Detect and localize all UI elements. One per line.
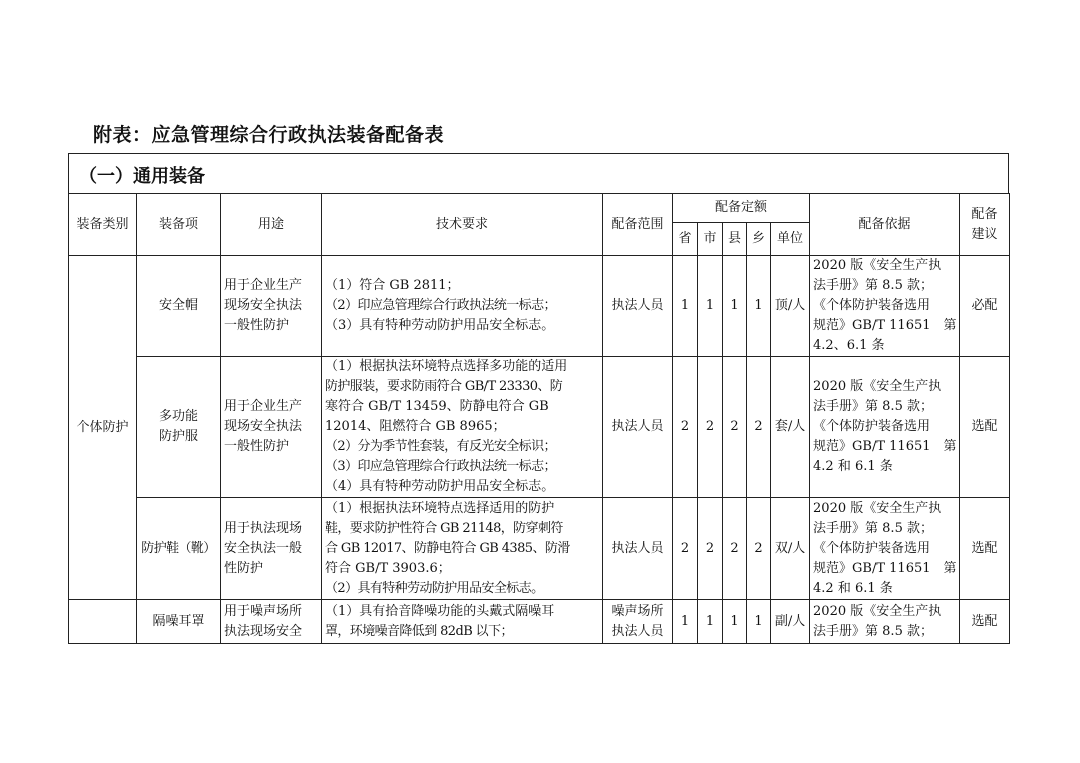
purpose-cell	[221, 600, 322, 644]
basis-cell	[810, 357, 960, 498]
basis-line: 法手册》第 8.5 款；	[813, 399, 933, 414]
item-cell	[137, 498, 221, 600]
township-quota: 1	[747, 256, 771, 357]
county-quota: 2	[723, 357, 747, 498]
basis-line: 法手册》第 8.5 款；	[813, 278, 933, 293]
header-advice-line: 建议	[971, 226, 998, 242]
scope-cell	[603, 498, 673, 600]
unit-cell: 副/人	[771, 600, 810, 644]
basis-cell	[810, 498, 960, 600]
tech-line: 鞋，要求防护性符合 GB 21148，防穿刺符	[325, 520, 563, 536]
advice-cell: 选配	[960, 357, 1010, 498]
county-quota: 2	[723, 498, 747, 600]
tech-line: （1）符合 GB 2811；	[325, 278, 460, 293]
scope-line: 执法人员	[611, 623, 664, 639]
purpose-line: 现场安全执法	[224, 298, 303, 313]
scope-cell	[603, 357, 673, 498]
scope-line: 噪声场所	[611, 603, 664, 619]
basis-line: 2020 版《安全生产执	[813, 258, 942, 273]
tech-line: 防护服装，要求防雨符合 GB/T 23330、防	[325, 379, 563, 394]
county-quota: 1	[723, 256, 747, 357]
township-quota: 2	[747, 498, 771, 600]
header-category: 装备类别	[69, 194, 137, 256]
header-purpose: 用途	[221, 194, 322, 256]
tech-cell	[322, 256, 603, 357]
tech-line: 12014、阻燃符合 GB 8965；	[325, 419, 506, 434]
basis-cell	[810, 256, 960, 357]
unit-cell: 双/人	[771, 498, 810, 600]
header-province: 省	[673, 223, 698, 256]
basis-line: 2020 版《安全生产执	[813, 603, 942, 619]
header-city: 市	[698, 223, 723, 256]
purpose-line: 安全执法一般	[224, 540, 303, 556]
advice-cell: 必配	[960, 256, 1010, 357]
tech-line: （1）具有拾音降噪功能的头戴式隔噪耳	[325, 603, 555, 619]
header-quota: 配备定额	[673, 194, 810, 223]
purpose-line: 用于执法现场	[224, 520, 303, 536]
purpose-line: 一般性防护	[224, 439, 290, 454]
basis-line: 《个体防护装备选用	[813, 298, 931, 313]
basis-line: 法手册》第 8.5 款；	[813, 623, 933, 639]
section-title: （一）通用装备	[79, 166, 205, 187]
basis-line: 《个体防护装备选用	[813, 540, 931, 556]
tech-line: （4）具有特种劳动防护用品安全标志。	[325, 479, 555, 494]
tech-cell	[322, 498, 603, 600]
tech-line: （1）根据执法环境特点选择适用的防护	[325, 500, 555, 516]
basis-line: 2020 版《安全生产执	[813, 379, 942, 394]
city-quota: 1	[698, 256, 723, 357]
basis-line: 4.2 和 6.1 条	[813, 580, 893, 596]
purpose-cell	[221, 256, 322, 357]
item-line: 防护服	[158, 429, 198, 444]
table-row	[69, 498, 1010, 600]
item-line: 安全帽	[158, 298, 198, 313]
category-cell-continued	[69, 600, 137, 644]
header-advice	[960, 194, 1010, 256]
unit-cell: 顶/人	[771, 256, 810, 357]
province-quota: 2	[673, 498, 698, 600]
equipment-table-frame	[68, 153, 1009, 641]
basis-line: 《个体防护装备选用	[813, 419, 931, 434]
equipment-table	[68, 193, 1010, 644]
purpose-line: 性防护	[224, 560, 264, 576]
header-unit: 单位	[771, 223, 810, 256]
advice-cell: 选配	[960, 600, 1010, 644]
tech-line: （3）印应急管理综合行政执法统一标志；	[325, 459, 556, 474]
tech-cell	[322, 600, 603, 644]
purpose-line: 现场安全执法	[224, 419, 303, 434]
scope-line: 执法人员	[611, 540, 664, 556]
scope-cell	[603, 600, 673, 644]
basis-line: 规范》GB/T 11651 第	[813, 560, 957, 576]
purpose-line: 用于企业生产	[224, 278, 303, 293]
basis-line: 4.2、6.1 条	[813, 338, 885, 353]
tech-line: （2）具有特种劳动防护用品安全标志。	[325, 580, 544, 596]
province-quota: 1	[673, 600, 698, 644]
document-title: 附表：应急管理综合行政执法装备配备表	[93, 124, 445, 146]
province-quota: 2	[673, 357, 698, 498]
basis-line: 2020 版《安全生产执	[813, 500, 942, 516]
header-item: 装备项	[137, 194, 221, 256]
item-cell	[137, 256, 221, 357]
table-row	[69, 600, 1010, 644]
section-header-bar	[68, 153, 1009, 194]
purpose-line: 一般性防护	[224, 318, 290, 333]
purpose-line: 用于噪声场所	[224, 603, 303, 619]
item-line: 多功能	[158, 409, 198, 424]
table-row	[69, 357, 1010, 498]
scope-cell	[603, 256, 673, 357]
header-advice-line: 配备	[971, 206, 998, 222]
province-quota: 1	[673, 256, 698, 357]
basis-cell	[810, 600, 960, 644]
tech-line: （1）根据执法环境特点选择多功能的适用	[325, 359, 568, 374]
item-line: 隔噪耳罩	[152, 613, 205, 629]
basis-line: 4.2 和 6.1 条	[813, 459, 893, 474]
header-basis: 配备依据	[810, 194, 960, 256]
item-cell	[137, 600, 221, 644]
basis-line: 规范》GB/T 11651 第	[813, 439, 957, 454]
township-quota: 2	[747, 357, 771, 498]
scope-line: 执法人员	[611, 419, 664, 434]
tech-line: 合 GB 12017、防静电符合 GB 4385、防滑	[325, 540, 570, 556]
basis-line: 规范》GB/T 11651 第	[813, 318, 957, 333]
category-cell: 个体防护	[69, 256, 137, 600]
tech-cell	[322, 357, 603, 498]
table-header-row	[69, 194, 1010, 223]
item-cell	[137, 357, 221, 498]
advice-cell: 选配	[960, 498, 1010, 600]
tech-line: （2）分为季节性套装，有反光安全标识；	[325, 439, 556, 454]
purpose-cell	[221, 498, 322, 600]
basis-line: 法手册》第 8.5 款；	[813, 520, 933, 536]
item-line: 防护鞋（靴）	[141, 540, 216, 556]
purpose-line: 用于企业生产	[224, 399, 303, 414]
header-county: 县	[723, 223, 747, 256]
header-tech-requirements: 技术要求	[322, 194, 603, 256]
tech-line: （2）印应急管理综合行政执法统一标志；	[325, 298, 556, 313]
purpose-cell	[221, 357, 322, 498]
header-scope: 配备范围	[603, 194, 673, 256]
scope-line: 执法人员	[611, 298, 664, 313]
county-quota: 1	[723, 600, 747, 644]
city-quota: 2	[698, 357, 723, 498]
tech-line: 符合 GB/T 3903.6；	[325, 560, 451, 576]
township-quota: 1	[747, 600, 771, 644]
header-township: 乡	[747, 223, 771, 256]
tech-line: 罩，环境噪音降低到 82dB 以下；	[325, 623, 513, 639]
unit-cell: 套/人	[771, 357, 810, 498]
tech-line: （3）具有特种劳动防护用品安全标志。	[325, 318, 555, 333]
city-quota: 1	[698, 600, 723, 644]
tech-line: 寒符合 GB/T 13459、防静电符合 GB	[325, 399, 549, 414]
purpose-line: 执法现场安全	[224, 623, 303, 639]
city-quota: 2	[698, 498, 723, 600]
table-row	[69, 256, 1010, 357]
